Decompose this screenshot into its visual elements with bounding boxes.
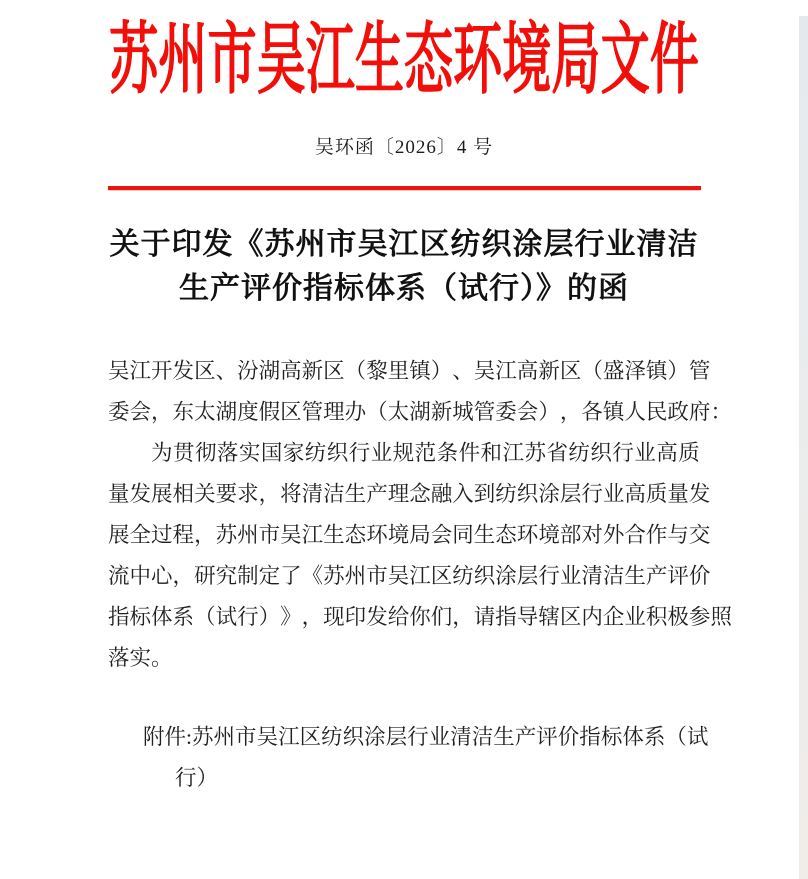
body-line: 为 贯 彻 落 实 国 家 纺 织 行 业 规 范 条 件 和 江 苏 省 纺 织 行 业 高 质 (151, 441, 700, 465)
page-edge-strip (799, 16, 808, 879)
attachment-note (108, 717, 709, 799)
document-page (0, 16, 808, 879)
agency-header-row (108, 16, 700, 104)
body-line: 落实。 (108, 646, 173, 670)
document-body (108, 351, 732, 679)
attachment-line-2: 行） (175, 766, 219, 790)
document-title-line-2: 生产评价指标体系（试行）》的函 (179, 272, 629, 305)
document-title (108, 223, 700, 311)
document-content (108, 16, 732, 799)
red-divider-line (108, 186, 701, 190)
body-line: 指 标 体 系 （ 试 行 ） 》 ， 现 印 发 给 你 们 ， 请 指 导 辖 区 内 企 业 积 极 参 照 (108, 605, 732, 629)
agency-header-title: 苏州市吴江生态环境局文件 (109, 16, 699, 103)
document-number: 吴环函〔2026〕4 号 (314, 137, 494, 158)
body-line: 展 全 过 程 ， 苏 州 市 吴 江 生 态 环 境 局 会 同 生 态 环 境 部 对 外 合 作 与 交 (108, 523, 711, 547)
attachment-line-1: 附 件 : 苏 州 市 吴 江 区 纺 织 涂 层 行 业 清 洁 生 产 评 价 指 标 体 系 （ 试 (143, 725, 709, 749)
body-line: 流 中 心 ， 研 究 制 定 了 《 苏 州 市 吴 江 区 纺 织 涂 层 行 业 清 洁 生 产 评 价 (108, 564, 711, 588)
body-line: 吴 江 开 发 区 、 汾 湖 高 新 区 （ 黎 里 镇 ） 、 吴 江 高 新 区 （ 盛 泽 镇 ） 管 (108, 359, 711, 383)
body-line: 委 会 ， 东 太 湖 度 假 区 管 理 办 （ 太 湖 新 城 管 委 会 ） ， 各 镇 人 民 政 府 ： (108, 400, 732, 424)
body-line: 量 发 展 相 关 要 求 ， 将 清 洁 生 产 理 念 融 入 到 纺 织 涂 层 行 业 高 质 量 发 (108, 482, 711, 506)
document-title-line-1: 关于印发《苏州市吴江区纺织涂层行业清洁 (109, 228, 699, 261)
